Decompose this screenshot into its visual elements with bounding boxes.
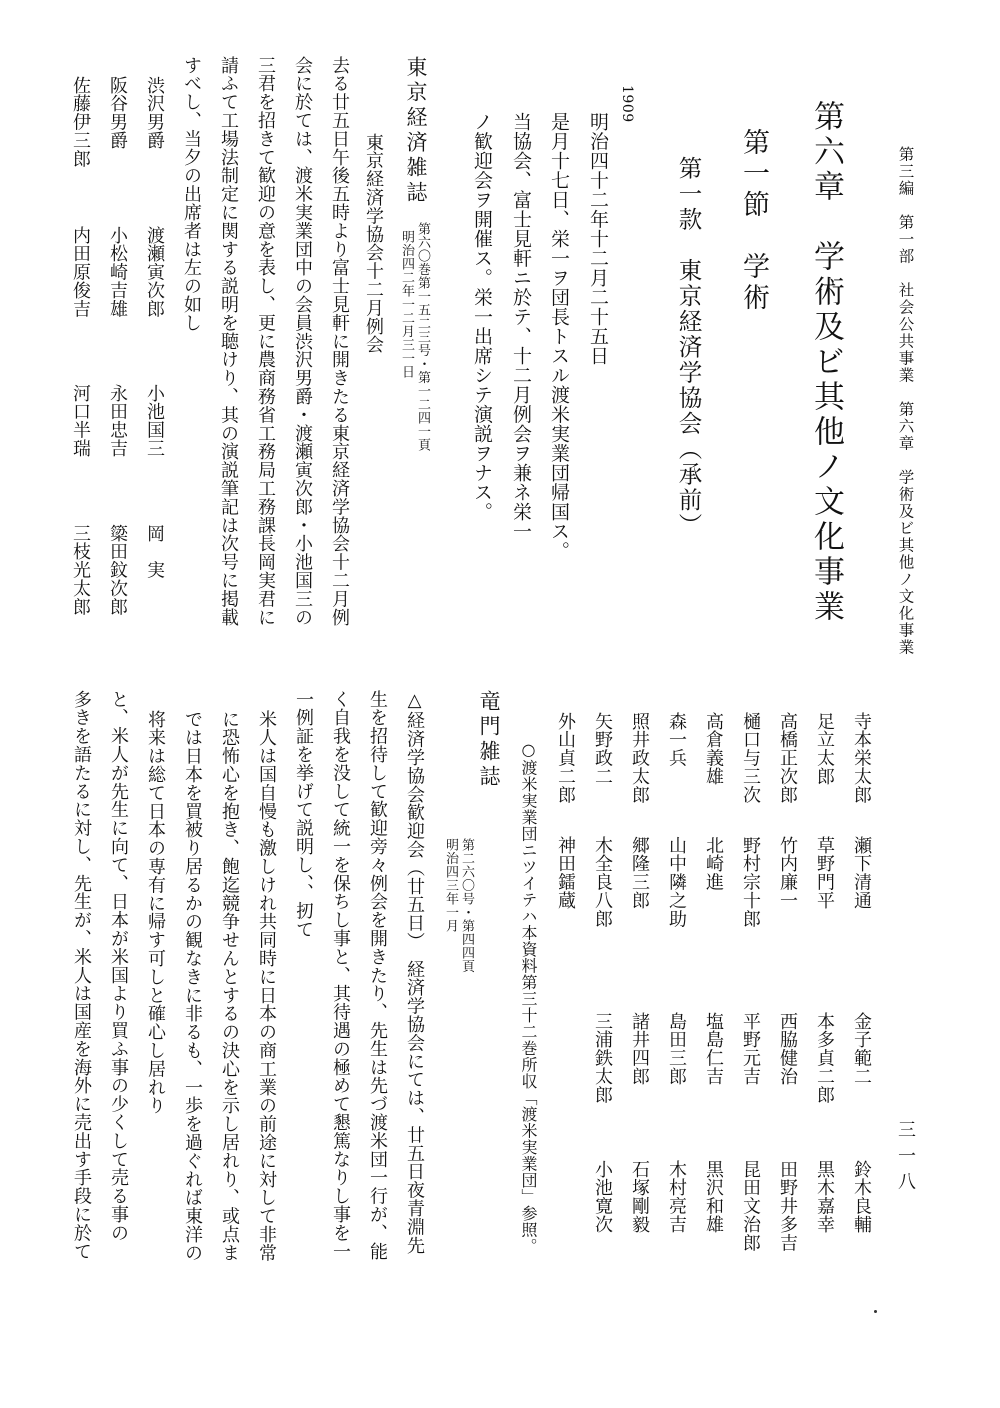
attendee-lower-1-4: 鈴木良輔 bbox=[851, 1160, 872, 1234]
attendee-lower-4-4: 昆田文治郎 bbox=[740, 1160, 761, 1252]
source2-line-9: と、米人が先生に向て、日本が米国より買ふ事の少くして売る事の bbox=[108, 690, 129, 1242]
attendee-lower-8-4: 小池寛次 bbox=[592, 1160, 613, 1234]
attendee-upper-2-1: 阪谷男爵 bbox=[107, 76, 128, 150]
attendee-lower-6-3: 島田三郎 bbox=[666, 1012, 687, 1086]
attendee-lower-2-2: 草野門平 bbox=[814, 836, 835, 910]
entry-line-1: 是月十七日、栄一ヲ団長トスル渡米実業団帰国ス。 bbox=[548, 112, 570, 561]
attendee-lower-7-2: 郷隆三郎 bbox=[629, 836, 650, 910]
source1-meta-2: 明治四二年一二月三一日 bbox=[399, 230, 414, 379]
section-heading: 第一節 学術 bbox=[738, 128, 769, 314]
attendee-lower-5-1: 高倉義雄 bbox=[703, 712, 724, 786]
attendee-upper-3-4: 三枝光太郎 bbox=[70, 524, 91, 616]
source2-line-3: く自我を没して統一を保ちし事と、其待遇の極めて懇篤なりし事を一 bbox=[330, 690, 351, 1261]
attendee-lower-8-1: 矢野政二 bbox=[592, 712, 613, 786]
source1-line-5: すべし、当夕の出席者は左の如し bbox=[181, 56, 202, 332]
attendee-lower-5-4: 黒沢和雄 bbox=[703, 1160, 724, 1234]
source2-line-10: 多きを語たるに対し、先生が、米人は国産を海外に売出す手段に於て bbox=[71, 690, 92, 1261]
attendee-lower-1-1: 寺本栄太郎 bbox=[851, 712, 872, 804]
attendee-lower-1-3: 金子範二 bbox=[851, 1012, 872, 1086]
attendee-lower-4-1: 樋口与三次 bbox=[740, 712, 761, 804]
attendee-lower-2-4: 黒木嘉幸 bbox=[814, 1160, 835, 1234]
attendee-upper-3-3: 河口半瑞 bbox=[70, 384, 91, 458]
attendee-lower-3-2: 竹内廉一 bbox=[777, 836, 798, 910]
source2-line-4: 一例証を挙げて説明し、、扨て bbox=[293, 690, 314, 939]
stray-dot bbox=[874, 1310, 877, 1313]
attendee-upper-3-2: 内田原俊吉 bbox=[70, 226, 91, 318]
attendee-lower-5-3: 塩島仁吉 bbox=[703, 1012, 724, 1086]
source1-line-4: 請ふて工場法制定に関する説明を聴けり、其の演説筆記は次号に掲載 bbox=[218, 56, 239, 627]
article-heading: 第一款 東京経済学協会（承前） bbox=[674, 156, 703, 539]
source2-meta-1: 第二六〇号・第四四頁 bbox=[459, 838, 474, 973]
attendee-lower-7-4: 石塚剛毅 bbox=[629, 1160, 650, 1234]
chapter-heading: 第六章 学術及ビ其他ノ文化事業 bbox=[808, 100, 844, 625]
attendee-lower-5-2: 北崎進 bbox=[703, 836, 724, 892]
source2-line-6: に恐怖心を抱き、飽迄競争せんとするの決心を示し居れり、或点ま bbox=[219, 710, 240, 1262]
source2-line-7: では日本を買被り居るかの観なきに非るも、一歩を過ぐれば東洋の bbox=[182, 710, 203, 1262]
source1-line-3: 三君を招きて歓迎の意を表し、更に農商務省工務局工務課長岡実君に bbox=[255, 56, 276, 627]
source1-line-1: 去る廿五日午後五時より富士見軒に開きたる東京経済学協会十二月例 bbox=[329, 56, 350, 627]
attendee-upper-1-1: 渋沢男爵 bbox=[144, 76, 165, 150]
attendee-lower-3-3: 西脇健治 bbox=[777, 1012, 798, 1086]
source1-line-2: 会に於ては、渡米実業団中の会員渋沢男爵・渡瀬寅次郎・小池国三の bbox=[292, 56, 313, 627]
source2-meta-2: 明治四三年一月 bbox=[443, 838, 458, 933]
source1-meta-1: 第六〇巻第一五二三号・第一二四一頁 bbox=[415, 222, 430, 452]
source2-title: 竜門雑誌 bbox=[477, 690, 501, 790]
attendee-lower-7-3: 諸井四郎 bbox=[629, 1012, 650, 1086]
attendee-lower-4-2: 野村宗十郎 bbox=[740, 836, 761, 928]
attendee-lower-1-2: 瀬下清通 bbox=[851, 836, 872, 910]
entry-line-2: 当協会、富士見軒ニ於テ、十二月例会ヲ兼ネ栄一 bbox=[510, 112, 532, 541]
entry-date: 明治四十二年十二月二十五日 bbox=[587, 112, 609, 366]
attendee-upper-1-4: 岡 実 bbox=[144, 524, 165, 580]
source2-line-5: 米人は国自慢も激しけれ共同時に日本の商工業の前途に対して非常 bbox=[256, 710, 277, 1262]
attendee-lower-8-3: 三浦鉄太郎 bbox=[592, 1012, 613, 1104]
source1-subheading: 東京経済学協会十二月例会 bbox=[363, 133, 384, 354]
attendee-upper-2-4: 簗田鈫次郎 bbox=[107, 524, 128, 616]
attendee-lower-8-2: 木全良八郎 bbox=[592, 836, 613, 928]
entry-year: 1909 bbox=[619, 85, 635, 123]
attendee-lower-6-2: 山中隣之助 bbox=[666, 836, 687, 928]
attendee-lower-2-1: 足立太郎 bbox=[814, 712, 835, 786]
attendee-upper-2-2: 小松崎吉雄 bbox=[107, 226, 128, 318]
attendee-lower-9-2: 神田鐳蔵 bbox=[555, 836, 576, 910]
attendee-upper-1-3: 小池国三 bbox=[144, 384, 165, 458]
source2-line-1: △経済学協会歓迎会（廿五日） 経済学協会にては、廿五日夜青淵先 bbox=[404, 690, 425, 1255]
attendee-lower-4-3: 平野元吉 bbox=[740, 1012, 761, 1086]
attendee-lower-2-3: 本多貞二郎 bbox=[814, 1012, 835, 1104]
source2-line-2: 生を招待して歓迎旁々例会を開きたり、先生は先づ渡米団一行が、能 bbox=[367, 690, 388, 1261]
attendee-lower-3-1: 高橋正次郎 bbox=[777, 712, 798, 804]
attendee-lower-7-1: 照井政太郎 bbox=[629, 712, 650, 804]
source2-line-8: 将来は総て日本の専有に帰す可しと確心し居れり bbox=[145, 710, 166, 1115]
attendee-lower-6-1: 森一兵 bbox=[666, 712, 687, 768]
attendee-lower-6-4: 木村亮吉 bbox=[666, 1160, 687, 1234]
attendee-upper-3-1: 佐藤伊三郎 bbox=[70, 76, 91, 168]
attendee-lower-3-4: 田野井多吉 bbox=[777, 1160, 798, 1252]
entry-line-3: ノ歓迎会ヲ開催ス。栄一出席シテ演説ヲナス。 bbox=[471, 112, 493, 522]
running-head: 第三編 第一部 社会公共事業 第六章 学術及ビ其他ノ文化事業 bbox=[896, 146, 915, 656]
attendee-upper-1-2: 渡瀬寅次郎 bbox=[144, 226, 165, 318]
source1-note: ○渡米実業団ニツイテハ本資料第三十二巻所収「渡米実業団」参照。 bbox=[519, 740, 538, 1255]
attendee-upper-2-3: 永田忠吉 bbox=[107, 384, 128, 458]
attendee-lower-9-1: 外山貞二郎 bbox=[555, 712, 576, 804]
source1-title: 東京経済雑誌 bbox=[404, 56, 428, 206]
page-number: 三一八 bbox=[895, 1120, 916, 1198]
